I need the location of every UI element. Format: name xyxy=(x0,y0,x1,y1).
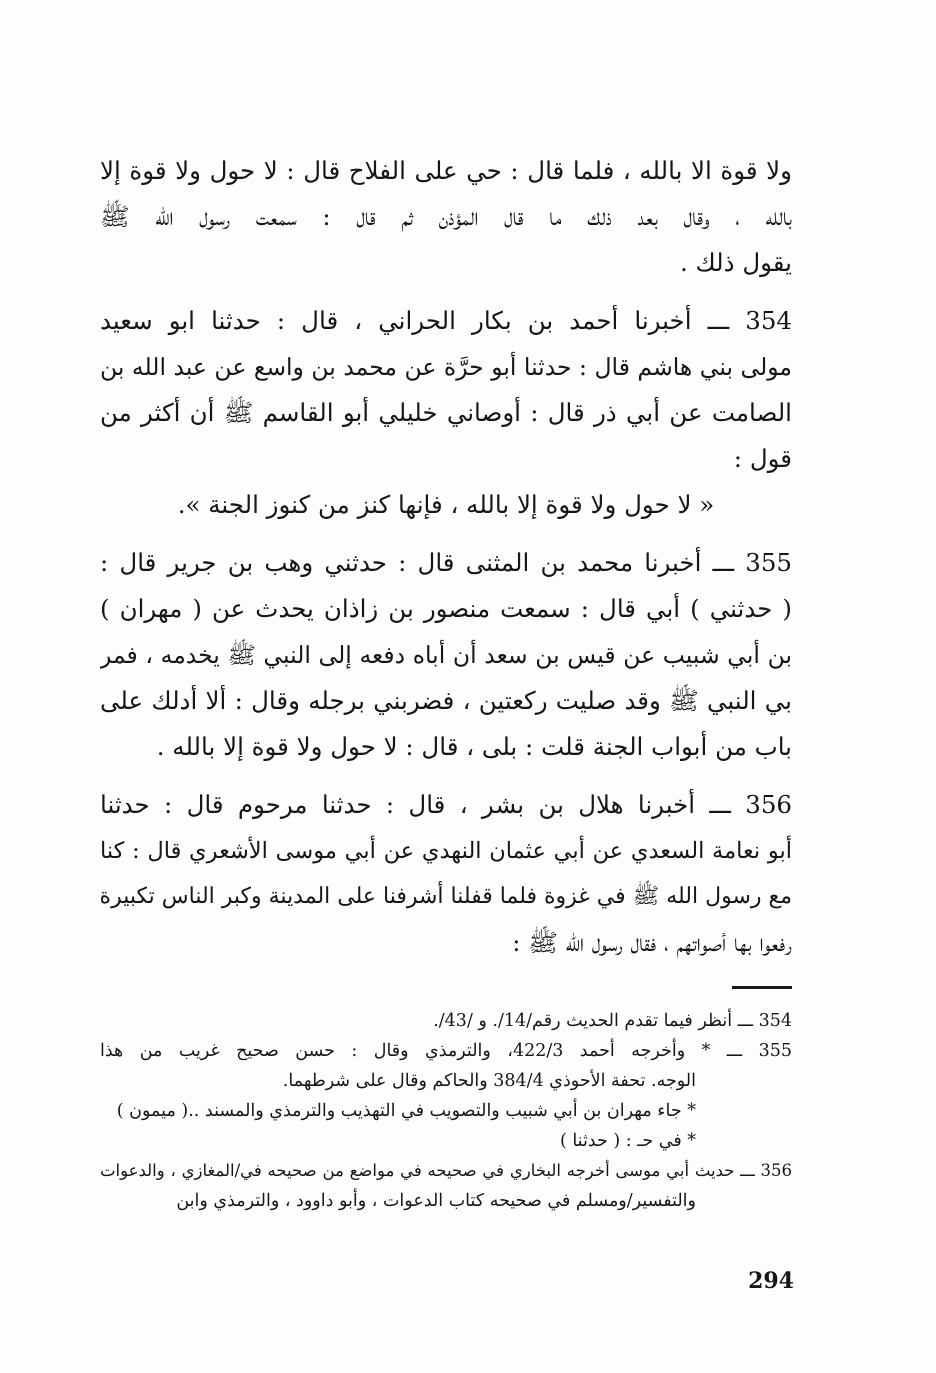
text-line: باب من أبواب الجنة قلت : بلى ، قال : لا حول ولا قوة إلا بالله . xyxy=(156,732,792,761)
footnote-356: 356 ـــ حديث أبي موسى أخرجه البخاري في صحيحه في مواضع من صحيحه في/المغازي ، والدعوات xyxy=(100,1161,792,1180)
text-line: أبو نعامة السعدي عن أبي عثمان النهدي عن أبي موسى الأشعري قال : كنا xyxy=(100,838,792,864)
footnote-355-note: * في حـ : ( حدثنا ) xyxy=(559,1131,696,1151)
paragraph-gap xyxy=(100,528,792,540)
hadith-355 xyxy=(100,540,792,770)
hadith-356 xyxy=(100,782,792,966)
footnote-356-continuation: والتفسير/ومسلم في صحيحه كتاب الدعوات ، وأبو داوود ، والترمذي وابن xyxy=(176,1191,696,1211)
text-line: رفعوا بها أصواتهم ، فقال رسول الله ﷺ : xyxy=(512,928,792,957)
main-text xyxy=(100,148,792,966)
footnote-355-continuation: الوجه. تحفة الأحوذي 384/4 والحاكم وقال على شرطهما. xyxy=(282,1071,696,1091)
text-line: بالله ، وقال بعد ذلك ما قال المؤذن ثم قال : سمعت رسول الله ﷺ xyxy=(100,202,792,231)
paragraph-continuation xyxy=(100,148,792,286)
quoted-saying: « لا حول ولا قوة إلا بالله ، فإنها كنز من كنوز الجنة ». xyxy=(177,490,715,519)
footnotes xyxy=(100,1006,792,1216)
text-line: قول : xyxy=(733,444,792,473)
paragraph-gap xyxy=(100,770,792,782)
page-number: 294 xyxy=(748,1268,794,1294)
text-line: يقول ذلك . xyxy=(679,248,792,277)
text-line: بن أبي شبيب عن قيس بن سعد أن أباه دفعه إلى النبي ﷺ يخدمه ، فمر xyxy=(100,641,792,669)
text-line: مولى بني هاشم قال : حدثنا أبو حرَّة عن محمد بن واسع عن عبد الله بن xyxy=(100,353,792,381)
paragraph-gap xyxy=(100,286,792,298)
text-line: ( حدثني ) أبي قال : سمعت منصور بن زاذان يحدث عن ( مهران ) xyxy=(100,594,792,623)
text-line: 354 ـــ أخبرنا أحمد بن بكار الحراني ، قال : حدثنا ابو سعيد xyxy=(100,306,792,335)
text-line: 355 ـــ أخبرنا محمد بن المثنى قال : حدثني وهب بن جرير قال : xyxy=(100,548,792,577)
footnote-354: 354 ـــ أنظر فيما تقدم الحديث رقم/14/. و /43/. xyxy=(433,1011,792,1031)
hadith-354 xyxy=(100,298,792,528)
footnote-separator xyxy=(732,986,792,989)
text-line: ولا قوة الا بالله ، فلما قال : حي على الفلاح قال : لا حول ولا قوة إلا xyxy=(100,156,792,185)
text-line: مع رسول الله ﷺ في غزوة فلما قفلنا أشرفنا على المدينة وكبر الناس تكبيرة xyxy=(100,884,792,909)
text-line: بي النبي ﷺ وقد صليت ركعتين ، فضربني برجله وقال : ألا أدلك على xyxy=(100,686,792,715)
footnote-355: 355 ـــ * وأخرجه أحمد 422/3، والترمذي وقال : حسن صحيح غريب من هذا xyxy=(100,1041,792,1061)
text-line: الصامت عن أبي ذر قال : أوصاني خليلي أبو القاسم ﷺ أن أكثر من xyxy=(100,398,792,427)
footnote-355-note: * جاء مهران بن أبي شبيب والتصويب في التهذيب والترمذي والمسند ..( ميمون ) xyxy=(116,1101,696,1121)
text-line: 356 ـــ أخبرنا هلال بن بشر ، قال : حدثنا مرحوم قال : حدثنا xyxy=(100,790,792,819)
